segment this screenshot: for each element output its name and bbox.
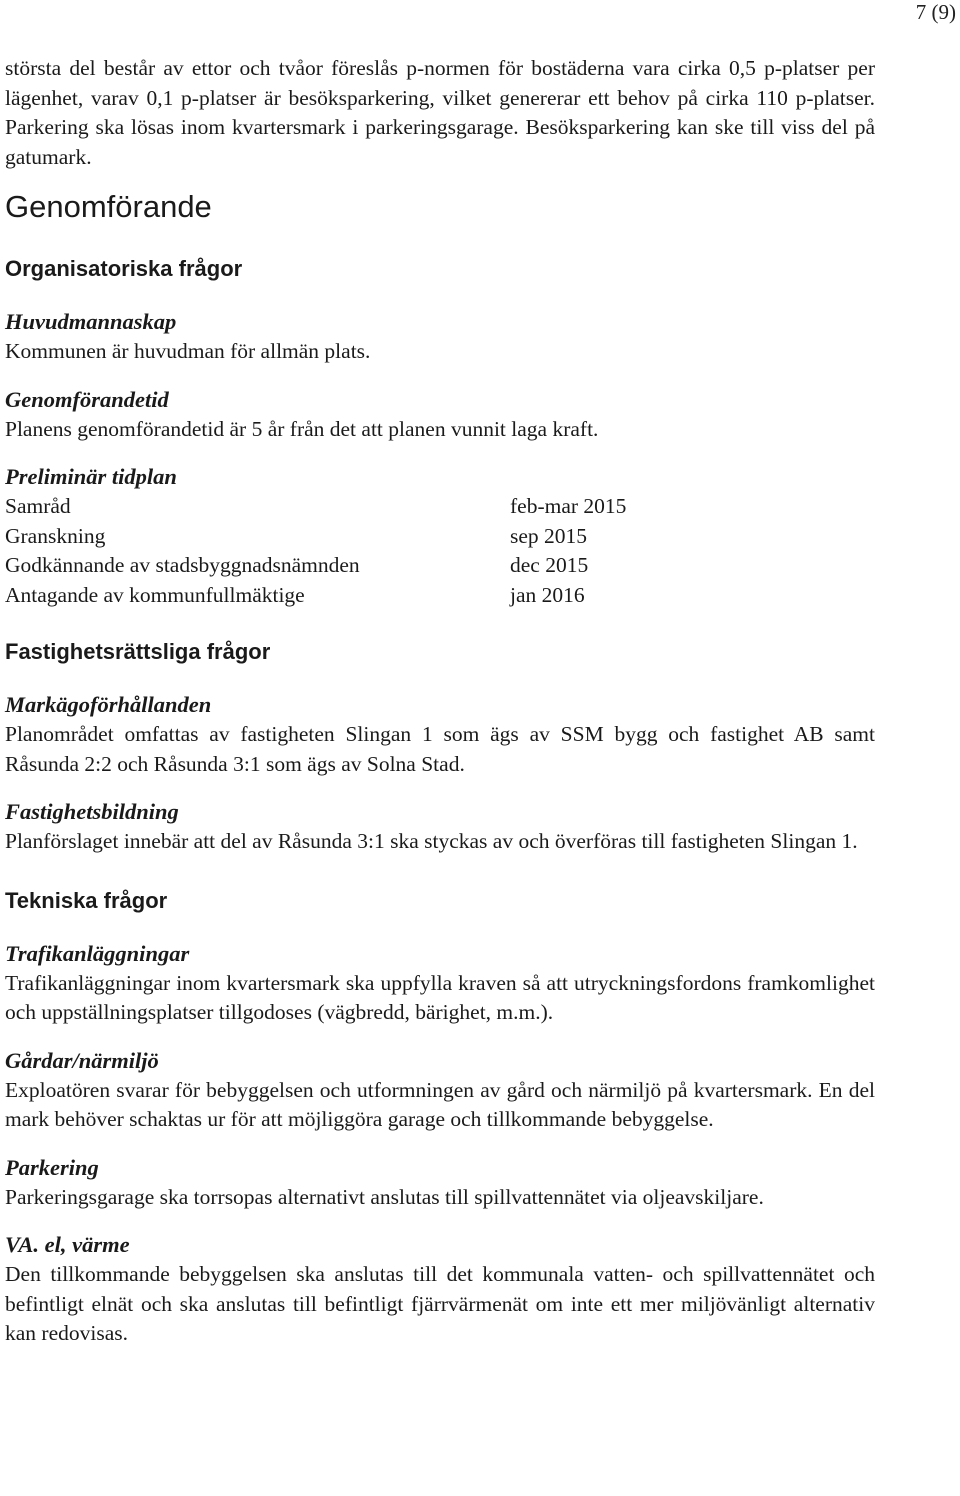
page-number: 7 (9) bbox=[915, 0, 956, 24]
schedule-step: Samråd bbox=[5, 494, 71, 518]
schedule-row bbox=[5, 492, 875, 522]
heading-parkering: Parkering bbox=[5, 1154, 99, 1180]
section-heading-genomforande: Genomförande bbox=[5, 189, 212, 224]
heading-trafikanlaggningar: Trafikanläggningar bbox=[5, 940, 190, 966]
heading-gardar: Gårdar/närmiljö bbox=[5, 1047, 159, 1073]
heading-huvudmannaskap: Huvudmannaskap bbox=[5, 309, 177, 334]
document-body bbox=[5, 54, 875, 1349]
paragraph-gardar: Exploatören svarar för bebyggelsen och utformningen av gård och närmiljö på kvartersmark. En del mark behöver schaktas ur för att möjliggöra garage och tillkommande bebyggelse. bbox=[5, 1077, 875, 1131]
schedule-date: jan 2016 bbox=[510, 582, 585, 607]
paragraph-fastighetsbildning: Planförslaget innebär att del av Råsunda 3:1 ska styckas av och överföras till fastigheten Slingan 1. bbox=[5, 829, 858, 853]
schedule-date: sep 2015 bbox=[510, 523, 588, 548]
intro-paragraph: största del består av ettor och tvåor föreslås p-normen för bostäderna vara cirka 0,5 p-platser per lägenhet, varav 0,1 p-platser är besöksparkering, vilket genererar ett behov på cirka 110 p-platser. Parkering ska lösas inom kvartersmark i parkeringsgarage. Besöksparkering kan ske till viss del på gatumark. bbox=[5, 56, 875, 169]
subsection-heading-fastighetsrattsliga: Fastighetsrättsliga frågor bbox=[5, 639, 271, 664]
schedule-date: dec 2015 bbox=[510, 553, 589, 577]
heading-tidplan: Preliminär tidplan bbox=[5, 464, 177, 489]
schedule-row bbox=[5, 551, 875, 581]
schedule-table bbox=[5, 492, 875, 610]
schedule-date: feb-mar 2015 bbox=[510, 494, 627, 518]
paragraph-va: Den tillkommande bebyggelsen ska anslutas till det kommunala vatten- och spillvattennätet och befintligt elnät och ska anslutas till befintligt fjärrvärmenät om inte ett mer miljövänligt alternativ kan redovisas. bbox=[5, 1262, 875, 1345]
subsection-heading-tekniska: Tekniska frågor bbox=[5, 887, 168, 913]
heading-va: VA. el, värme bbox=[5, 1232, 130, 1257]
paragraph-trafikanlaggningar: Trafikanläggningar inom kvartersmark ska uppfylla kraven så att utryckningsfordons framkomlighet och uppställningsplatser tillgodoses (vägbredd, bärighet, m.m.). bbox=[5, 970, 875, 1024]
paragraph-genomforandetid: Planens genomförandetid är 5 år från det att planen vunnit laga kraft. bbox=[5, 416, 599, 441]
paragraph-parkering: Parkeringsgarage ska torrsopas alternativt anslutas till spillvattennätet via oljeavskiljare. bbox=[5, 1184, 764, 1209]
schedule-step: Antagande av kommunfullmäktige bbox=[5, 582, 305, 607]
paragraph-markagoforhallanden: Planområdet omfattas av fastigheten Slingan 1 som ägs av SSM bygg och fastighet AB samt Råsunda 2:2 och Råsunda 3:1 som ägs av Solna Stad. bbox=[5, 722, 875, 776]
schedule-step: Godkännande av stadsbyggnadsnämnden bbox=[5, 553, 360, 577]
heading-fastighetsbildning: Fastighetsbildning bbox=[5, 799, 179, 824]
schedule-row bbox=[5, 522, 875, 552]
schedule-row bbox=[5, 581, 875, 611]
subsection-heading-organisatoriska: Organisatoriska frågor bbox=[5, 256, 243, 281]
heading-markagoforhallanden: Markägoförhållanden bbox=[5, 692, 212, 717]
schedule-step: Granskning bbox=[5, 523, 106, 548]
heading-genomforandetid: Genomförandetid bbox=[5, 386, 169, 412]
paragraph-huvudmannaskap: Kommunen är huvudman för allmän plats. bbox=[5, 339, 371, 363]
